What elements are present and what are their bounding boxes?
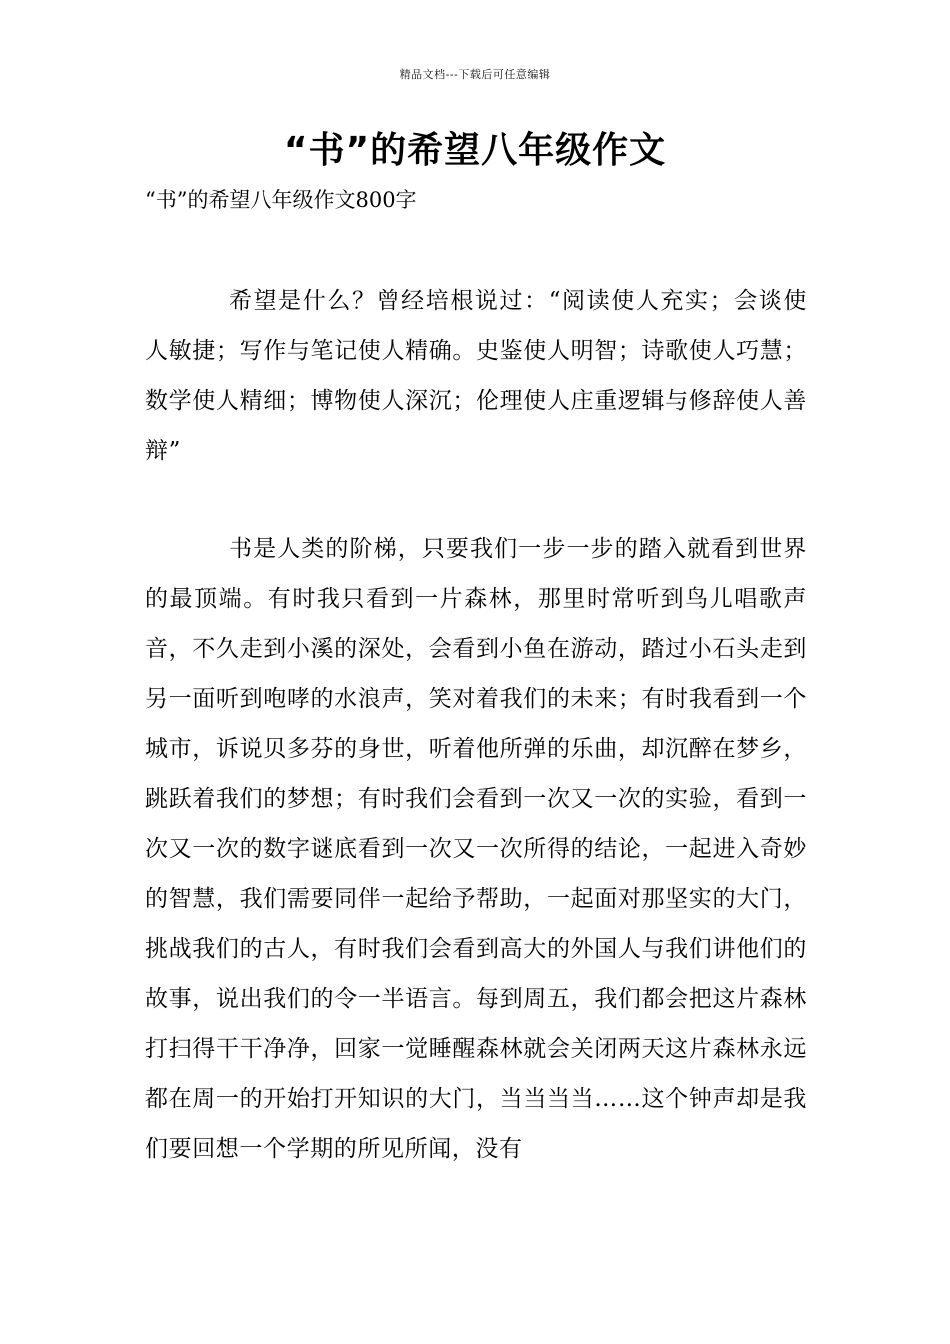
page-header-note: 精品文档---下载后可任意编辑 <box>399 68 551 81</box>
document-subtitle: “书”的希望八年级作文800字 <box>145 188 417 212</box>
body-paragraph-2: 书是人类的阶梯，只要我们一步一步的踏入就看到世界的最顶端。有时我只看到一片森林，那里时常听到鸟儿唱歌声音，不久走到小溪的深处，会看到小鱼在游动，踏过小石头走到另一面听到咆哮的水浪声，笑对着我们的未来；有时我看到一个城市，诉说贝多芬的身世，听着他所弹的乐曲，却沉醉在梦乡，跳跃着我们的梦想；有时我们会看到一次又一次的实验，看到一次又一次的数字谜底看到一次又一次所得的结论，一起进入奇妙的智慧，我们需要同伴一起给予帮助，一起面对那坚实的大门，挑战我们的古人，有时我们会看到高大的外国人与我们讲他们的故事，说出我们的令一半语言。每到周五，我们都会把这片森林打扫得干干净净，回家一觉睡醒森林就会关闭两天这片森林永远都在周一的开始打开知识的大门，当当当当……这个钟声却是我们要回想一个学期的所见所闻，没有 <box>145 536 807 1162</box>
body-paragraph-1: 希望是什么？曾经培根说过：“阅读使人充实；会谈使人敏捷；写作与笔记使人精确。史鉴使人明智；诗歌使人巧慧；数学使人精细；博物使人深沉；伦理使人庄重逻辑与修辞使人善辩” <box>145 288 807 464</box>
document-title: “书”的希望八年级作文 <box>283 130 667 171</box>
